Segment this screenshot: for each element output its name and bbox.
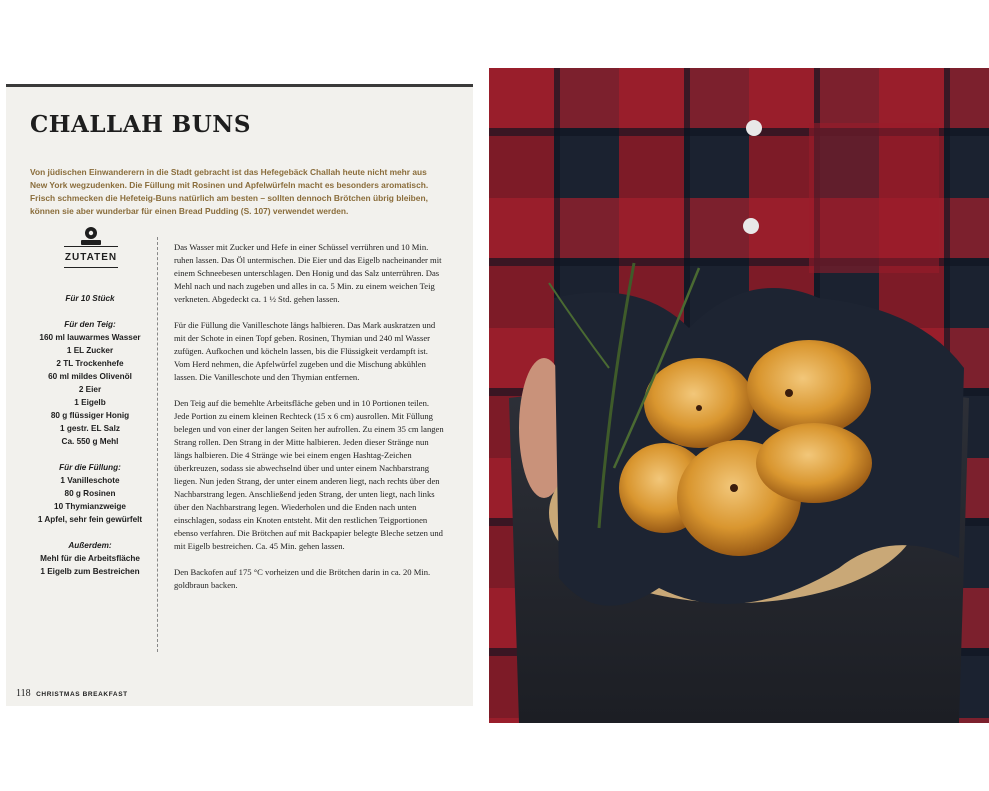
ingredient-item: 1 Vanilleschote — [60, 476, 120, 485]
ingredient-item: 2 TL Trockenhefe — [56, 359, 124, 368]
recipe-title: CHALLAH BUNS — [30, 111, 251, 138]
ingredient-item: 2 Eier — [78, 385, 102, 394]
servings: Für 10 Stück — [65, 294, 115, 303]
extra-heading: Außerdem: — [68, 541, 112, 550]
ingredient-item: 10 Thymianzweige — [54, 502, 126, 511]
ingredient-item: 160 ml lauwarmes Wasser — [39, 333, 141, 342]
ingredient-item: Mehl für die Arbeitsfläche — [40, 554, 140, 563]
column-divider — [157, 237, 158, 652]
page-number: 118 — [16, 688, 31, 699]
ingredient-item: 80 g Rosinen — [64, 489, 116, 498]
challah-buns-photo — [489, 68, 989, 723]
recipe-page — [6, 84, 473, 706]
page-footer — [16, 688, 128, 699]
ingredients-heading: ZUTATEN — [64, 246, 118, 268]
section-name: CHRISTMAS BREAKFAST — [36, 691, 128, 698]
method-steps — [174, 241, 446, 605]
ingredient-item: 1 EL Zucker — [66, 346, 114, 355]
method-step: Den Teig auf die bemehlte Arbeitsfläche geben und in 10 Portionen teilen. Jede Portion zu einem kleinen Rechteck (15 x 6 cm) ausrollen. Mit Füllung belegen und von einer der langen Seiten her aufrollen. Zu einem 35 cm langen Strang rollen. Den Strang in der Mitte halbieren. Jeden dieser Stränge nun längs halbieren. Die 4 Stränge wie bei einem engen Hashtag-Zeichen überkreuzen, sodass sie abwechselnd über und unter einem Nachbarstrang liegen. Nun jeden Strang, der unter einem anderen liegt, nach rechts über den Nachbarstrang legen. Anschließend jeden Strang, der unten liegt, nach links über den Nachbarstrang legen. Wiederholen und die Enden nach unten einschlagen, sodass ein Knoten entsteht. Mit den restlichen Teigportionen ebenso verfahren. Die Brötchen auf mit Backpapier belegte Bleche setzen und mit Eigelb bestreichen. Ca. 45 Min. gehen lassen. — [174, 398, 444, 551]
ingredient-item: 80 g flüssiger Honig — [50, 411, 130, 420]
filling-heading: Für die Füllung: — [59, 463, 121, 472]
ingredients-list — [20, 292, 160, 578]
method-step: Den Backofen auf 175 °C vorheizen und die Brötchen darin in ca. 20 Min. goldbraun backen. — [174, 567, 431, 590]
method-step: Das Wasser mit Zucker und Hefe in einer Schüssel verrühren und 10 Min. ruhen lassen. Das Öl untermischen. Die Eier und das Eigelb nacheinander mit einem Schneebesen unterschlagen. Den Honig und das Salz unterrühren. Das Mehl nach und nach zugeben und alles in ca. 5 Min. zu einem weichen Teig verkneten. Abgedeckt ca. 1 ½ Std. gehen lassen. — [174, 242, 442, 304]
ingredient-item: 1 Apfel, sehr fein gewürfelt — [37, 515, 143, 524]
ingredient-item: 1 Eigelb zum Bestreichen — [40, 567, 140, 576]
dough-heading: Für den Teig: — [64, 320, 116, 329]
recipe-intro: Von jüdischen Einwanderern in die Stadt gebracht ist das Hefegebäck Challah heute nicht mehr aus New York wegzudenken. Die Füllung mit Rosinen und Apfelwürfeln macht es besonders aromatisch. Frisch schmecken die Hefeteig-Buns natürlich am besten – sollten dennoch Brötchen übrig bleiben, können sie aber wunderbar für einen Bread Pudding (S. 107) verwendet werden. — [30, 167, 429, 216]
ingredient-item: 60 ml mildes Olivenöl — [48, 372, 132, 381]
method-step: Für die Füllung die Vanilleschote längs halbieren. Das Mark auskratzen und mit der Schote in einen Topf geben. Rosinen, Thymian und 240 ml Wasser zufügen. Aufkochen und köcheln lassen, bis die Flüssigkeit verdampft ist. Vom Herd nehmen, die Apfelwürfel zugeben und die Mischung abkühlen lassen. Die Vanilleschote und den Thymian entfernen. — [174, 320, 436, 382]
ingredient-item: 1 gestr. EL Salz — [60, 424, 120, 433]
ingredient-item: Ca. 550 g Mehl — [61, 437, 119, 446]
ingredient-item: 1 Eigelb — [74, 398, 106, 407]
